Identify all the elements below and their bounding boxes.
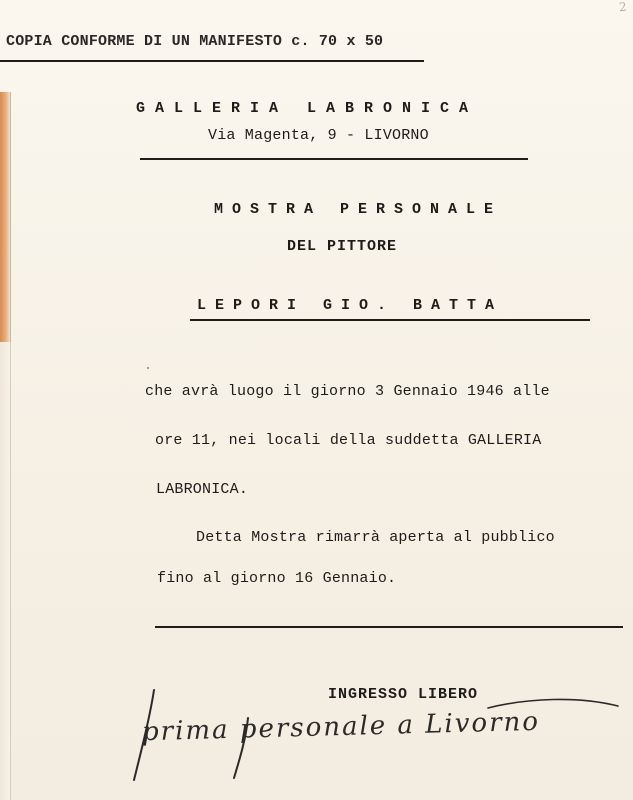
gallery-name: GALLERIA LABRONICA xyxy=(136,100,479,117)
exhibition-subtitle: DEL PITTORE xyxy=(287,238,398,255)
left-edge-strip xyxy=(0,92,11,342)
body-line-2: ore 11, nei locali della suddetta GALLERIA xyxy=(155,432,542,449)
body-line-5: fino al giorno 16 Gennaio. xyxy=(157,570,397,587)
corner-mark: 2 xyxy=(618,0,628,15)
body-rule xyxy=(155,626,623,628)
body-line-3: LABRONICA. xyxy=(156,481,249,498)
exhibition-title: MOSTRA PERSONALE xyxy=(214,201,503,218)
entry-note: INGRESSO LIBERO xyxy=(328,686,479,703)
artist-rule xyxy=(190,319,590,321)
body-line-4: Detta Mostra rimarrà aperta al pubblico xyxy=(196,529,555,546)
artist-name: LEPORI GIO. BATTA xyxy=(197,297,504,314)
left-edge-paper xyxy=(0,342,11,800)
gallery-rule xyxy=(140,158,528,160)
ink-dot xyxy=(147,367,149,369)
gallery-address: Via Magenta, 9 - LIVORNO xyxy=(208,127,429,144)
body-line-1: che avrà luogo il giorno 3 Gennaio 1946 alle xyxy=(145,383,550,400)
header-rule xyxy=(0,60,424,62)
handwritten-note: prima personale a Livorno xyxy=(141,706,541,748)
header-title: COPIA CONFORME DI UN MANIFESTO c. 70 x 50 xyxy=(6,33,384,50)
